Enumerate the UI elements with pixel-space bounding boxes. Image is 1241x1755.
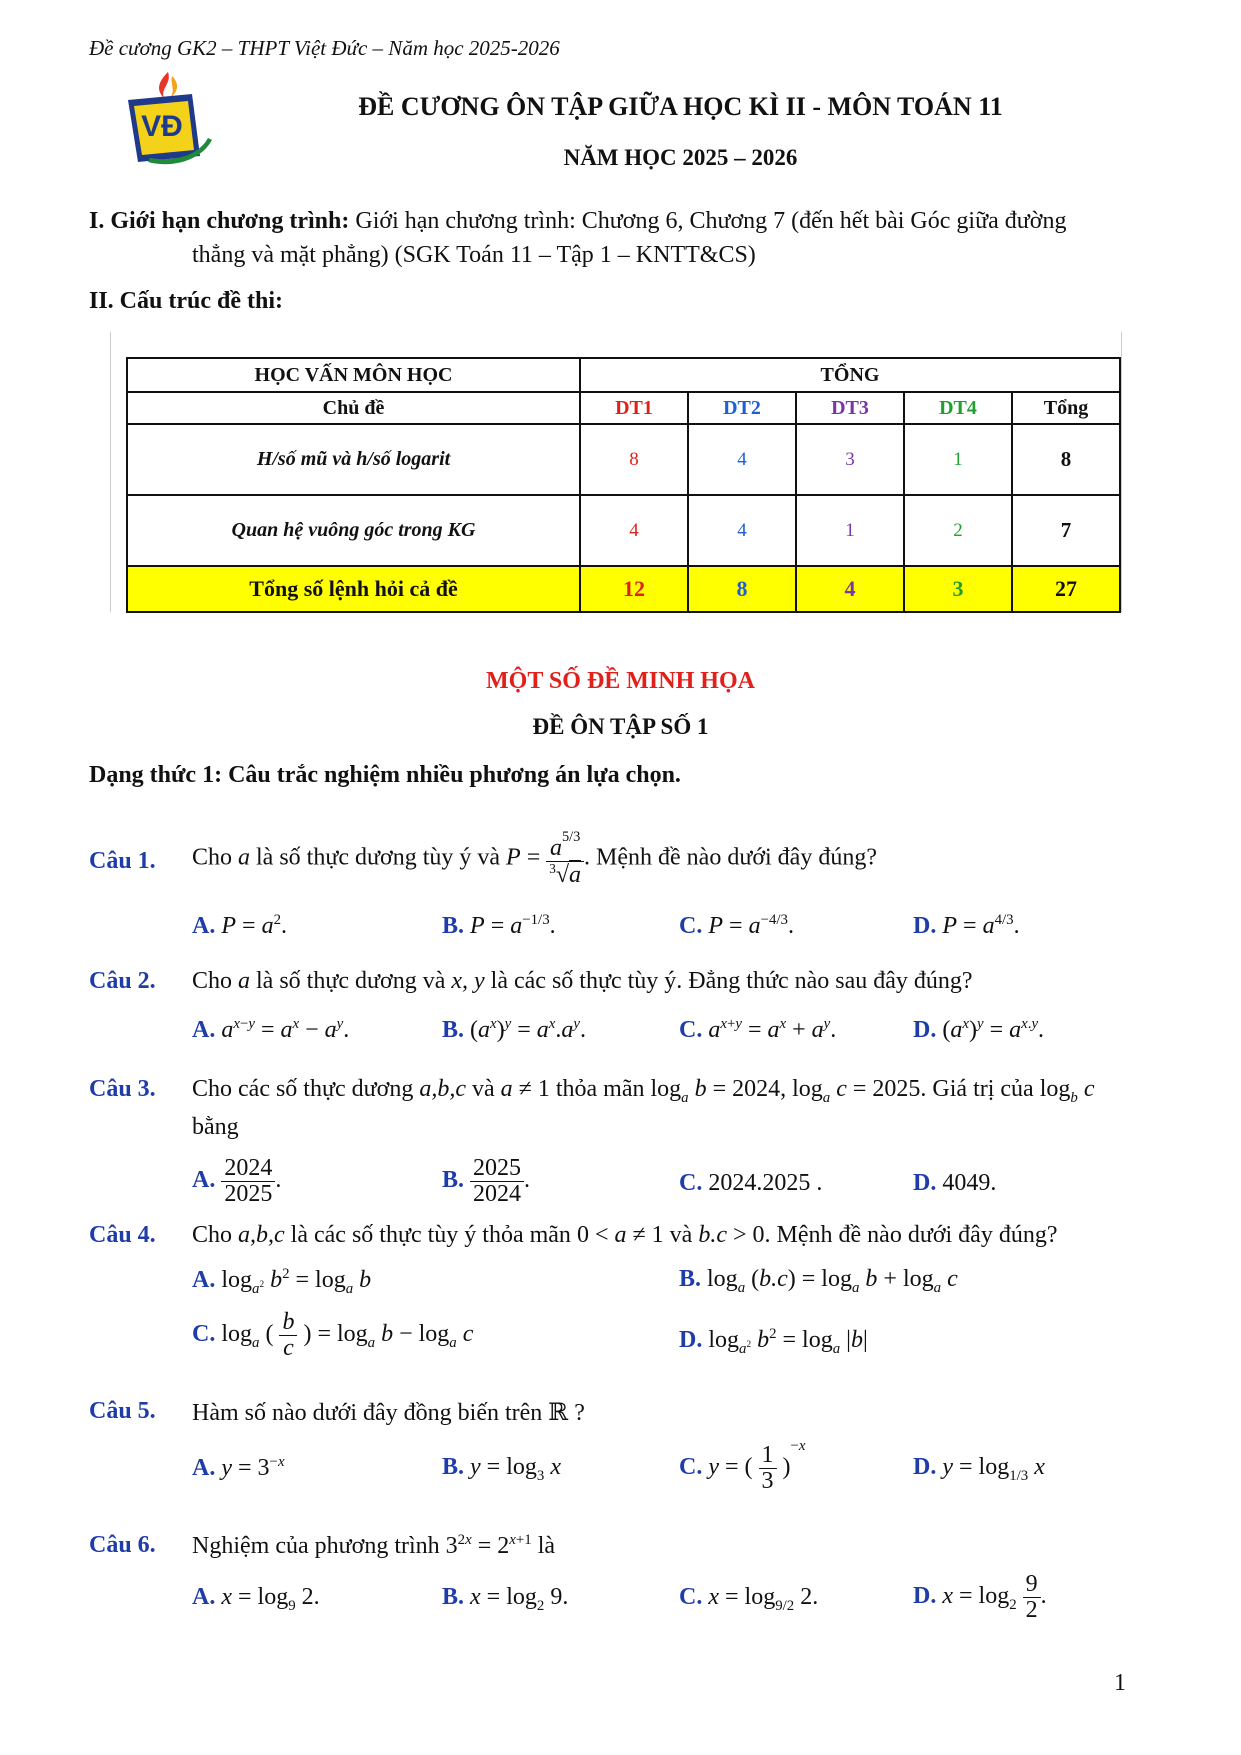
exam-structure-table: [126, 357, 1121, 613]
option-c: C. $\log_a$ ( $\frac{b}{c}$ ) = $\log_a b - \log_a c$: [192, 1309, 474, 1362]
section-scope-text-2: thẳng và mặt phẳng) (SGK Toán 11 – Tập 1 – KNTT&CS): [192, 242, 756, 268]
table-sum-label: Tổng số lệnh hỏi cả đề: [127, 566, 580, 612]
question-1: [89, 816, 1149, 896]
question-type-heading: Dạng thức 1: Câu trắc nghiệm nhiều phương án lựa chọn.: [89, 762, 681, 788]
table-col-total: Tổng: [1012, 392, 1120, 424]
option-b: B. $P = a^{-1/3}$.: [442, 912, 556, 939]
table-header-subject: HỌC VẤN MÔN HỌC: [127, 358, 580, 392]
table-col-dt1: DT1: [580, 392, 688, 424]
table-header-total: TỔNG: [580, 358, 1120, 392]
option-d: D. $P = a^{4/3}$.: [913, 912, 1020, 939]
logo-text: VĐ: [141, 110, 183, 143]
question-label: Câu 3.: [89, 1076, 156, 1102]
table-row: [127, 424, 1120, 495]
question-label: Câu 1.: [89, 848, 156, 874]
option-d: D. $(a^x)^y = a^{x.y}$.: [913, 1016, 1045, 1043]
option-d: D. $y = \log_{1/3} x$: [913, 1454, 1045, 1484]
table-cell-topic: H/số mũ và h/số logarit: [127, 424, 580, 495]
option-a: A. $y = 3^{-x}$: [192, 1454, 285, 1481]
table-sum-cell: 8: [688, 566, 796, 612]
section-structure: II. Cấu trúc đề thi:: [89, 288, 284, 314]
question-text-2: bằng: [192, 1114, 239, 1140]
question-text: Cho các số thực dương a,b,c và a ≠ 1 thỏa mãn $\log_a b = 2024$, $\log_a c = 2025$. Giá trị của $\log_b c$: [192, 1076, 1095, 1106]
option-a: A. $P = a^2$.: [192, 912, 287, 939]
option-c: C. $P = a^{-4/3}$.: [679, 912, 794, 939]
table-cell: 8: [580, 424, 688, 495]
page-title: ĐỀ CƯƠNG ÔN TẬP GIỮA HỌC KÌ II - MÔN TOÁN 11: [358, 92, 1003, 121]
option-d: D. 4049.: [913, 1170, 997, 1196]
section-scope-text-1: Giới hạn chương trình: Chương 6, Chương 7 (đến hết bài Góc giữa đường: [349, 208, 1067, 234]
table-sum-cell: 3: [904, 566, 1012, 612]
option-b: B. $\log_a (b.c) = \log_a b + \log_a c$: [679, 1266, 958, 1296]
option-a: A. $a^{x-y} = a^x - a^y$.: [192, 1016, 350, 1043]
table-col-dt3: DT3: [796, 392, 904, 424]
table-cell: 4: [688, 495, 796, 566]
option-b: B. $\frac{2025}{2024}$ .: [442, 1155, 531, 1208]
option-a: A. $\log_{a^2} b^2 = \log_a b$: [192, 1266, 372, 1297]
option-d: D. $\log_{a^2} b^2 = \log_a |b|$: [679, 1326, 868, 1357]
page-header: Đề cương GK2 – THPT Việt Đức – Năm học 2025-2026: [89, 36, 560, 60]
table-cell: 3: [796, 424, 904, 495]
table-col-dt4: DT4: [904, 392, 1012, 424]
table-cell: 4: [688, 424, 796, 495]
question-label: Câu 2.: [89, 968, 156, 994]
table-cell: 1: [904, 424, 1012, 495]
option-c: C. $a^{x+y} = a^x + a^y$.: [679, 1016, 837, 1043]
question-text: Cho a là số thực dương và x, y là các số thực tùy ý. Đẳng thức nào sau đây đúng?: [192, 968, 973, 994]
table-cell: 1: [796, 495, 904, 566]
option-c: C. y = ( $\frac{1}{3}$ )$^{-x}$: [679, 1438, 806, 1494]
table-col-dt2: DT2: [688, 392, 796, 424]
option-c: C. 2024.2025 .: [679, 1170, 823, 1196]
school-year: NĂM HỌC 2025 – 2026: [563, 145, 798, 170]
question-label: Câu 5.: [89, 1398, 156, 1424]
table-row: [127, 495, 1120, 566]
table-sum-total: 27: [1012, 566, 1120, 612]
question-text: Hàm số nào dưới đây đồng biến trên ℝ ?: [192, 1400, 585, 1426]
option-b: B. $y = \log_3 x$: [442, 1454, 561, 1484]
option-a: A. $x = \log_9 2$.: [192, 1584, 320, 1614]
page-number: 1: [1114, 1670, 1126, 1696]
question-text: Nghiệm của phương trình $3^{2x} = 2^{x+1}$ là: [192, 1532, 556, 1559]
question-text: Cho a,b,c là các số thực tùy ý thỏa mãn 0 < a ≠ 1 và b.c > 0. Mệnh đề nào dưới đây đúng?: [192, 1222, 1058, 1248]
question-label: Câu 6.: [89, 1532, 156, 1558]
option-a: A. $\frac{2024}{2025}$ .: [192, 1155, 282, 1208]
table-sum-cell: 12: [580, 566, 688, 612]
option-c: C. $x = \log_{9/2} 2$.: [679, 1584, 819, 1614]
table-cell: 2: [904, 495, 1012, 566]
table-sum-row: [127, 566, 1120, 612]
section-scope: [89, 204, 1149, 272]
table-col-topic: Chủ đề: [127, 392, 580, 424]
examples-heading: MỘT SỐ ĐỀ MINH HỌA: [486, 668, 755, 694]
table-sum-cell: 4: [796, 566, 904, 612]
question-text: Cho a là số thực dương tùy ý và P = $\frac{a^{5/3}}{^3√a}$ . Mệnh đề nào dưới đây đúng?: [192, 829, 877, 889]
option-b: B. $x = \log_2 9$.: [442, 1584, 569, 1614]
table-cell: 4: [580, 495, 688, 566]
question-label: Câu 4.: [89, 1222, 156, 1248]
table-cell-total: 8: [1012, 424, 1120, 495]
table-cell-total: 7: [1012, 495, 1120, 566]
exam-heading: ĐỀ ÔN TẬP SỐ 1: [532, 714, 709, 739]
table-cell-topic: Quan hệ vuông góc trong KG: [127, 495, 580, 566]
option-b: B. $(a^x)^y = a^x.a^y$.: [442, 1016, 586, 1043]
option-d: D. $x = \log_2$ $\frac{9}{2}$ .: [913, 1571, 1047, 1624]
section-scope-label: I. Giới hạn chương trình:: [89, 208, 350, 234]
